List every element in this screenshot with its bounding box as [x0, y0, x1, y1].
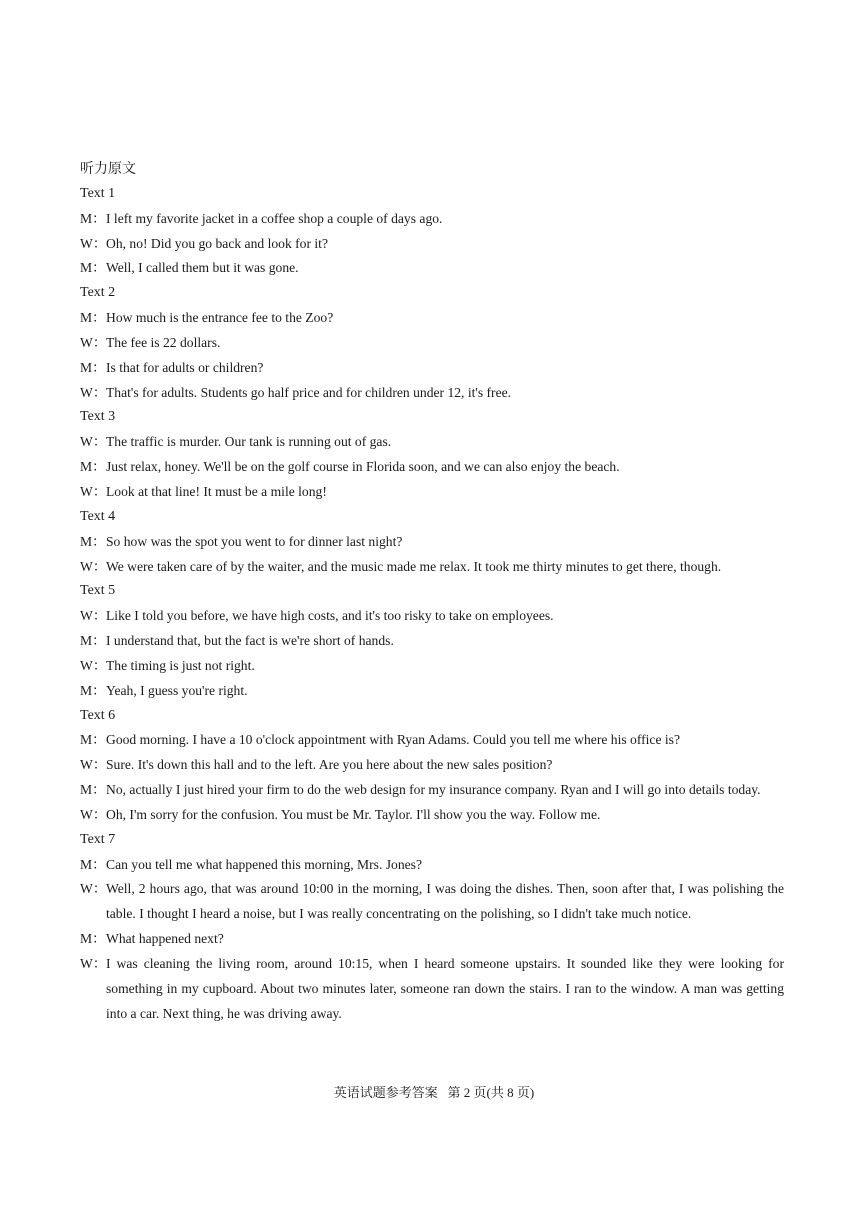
speaker-tag: W：: [80, 434, 107, 450]
speaker-tag: M：: [80, 260, 106, 276]
dialogue-line: [80, 728, 784, 753]
utterance-text: Oh, no! Did you go back and look for it?: [106, 235, 328, 251]
dialogue-line: [80, 927, 784, 952]
utterance-text: Yeah, I guess you're right.: [106, 682, 248, 698]
dialogue-line: [80, 853, 784, 878]
speaker-tag: M：: [80, 931, 106, 947]
footer-doc-title: 英语试题参考答案: [333, 1085, 438, 1100]
dialogue-sections: [80, 182, 784, 1027]
dialogue-line: [80, 778, 784, 803]
dialogue-line: [80, 753, 784, 778]
footer-page-number: 第 2 页(共 8 页): [447, 1085, 535, 1100]
utterance-text: Like I told you before, we have high costs, and it's too risky to take on employees.: [106, 608, 554, 624]
transcript: [80, 157, 784, 1027]
speaker-tag: W：: [80, 235, 107, 251]
dialogue-line: [80, 530, 784, 555]
speaker-tag: W：: [80, 806, 107, 822]
text-label: Text 2: [80, 285, 116, 301]
utterance-text: The traffic is murder. Our tank is running out of gas.: [106, 434, 392, 450]
text-label: Text 7: [80, 831, 116, 847]
speaker-tag: M：: [80, 782, 106, 798]
utterance-text: Can you tell me what happened this morning, Mrs. Jones?: [106, 856, 423, 872]
utterance-text: Good morning. I have a 10 o'clock appointment with Ryan Adams. Could you tell me where his office is?: [106, 732, 680, 748]
utterance-text: Just relax, honey. We'll be on the golf course in Florida soon, and we can also enjoy the beach.: [106, 459, 620, 475]
utterance-text: Well, I called them but it was gone.: [106, 260, 299, 276]
utterance-text: The timing is just not right.: [106, 657, 255, 673]
dialogue-line: [80, 654, 784, 679]
utterance-text: Oh, I'm sorry for the confusion. You must be Mr. Taylor. I'll show you the way. Follow me.: [106, 806, 601, 822]
speaker-tag: M：: [80, 459, 106, 475]
dialogue-line: [80, 455, 784, 480]
dialogue-line: [80, 356, 784, 381]
utterance-text: We were taken care of by the waiter, and the music made me relax. It took me thirty minutes to get there, though.: [106, 558, 722, 574]
text-label: Text 4: [80, 508, 116, 524]
speaker-tag: M：: [80, 856, 106, 872]
speaker-tag: W：: [80, 558, 107, 574]
utterance-text: I understand that, but the fact is we're short of hands.: [106, 633, 394, 649]
dialogue-line: [80, 555, 784, 580]
speaker-tag: W：: [80, 657, 107, 673]
speaker-tag: W：: [80, 608, 107, 624]
utterance-text: I left my favorite jacket in a coffee shop a couple of days ago.: [106, 210, 443, 226]
dialogue-line: [80, 306, 784, 331]
speaker-tag: W：: [80, 881, 107, 897]
utterance-text: So how was the spot you went to for dinner last night?: [106, 533, 403, 549]
speaker-tag: W：: [80, 956, 107, 971]
dialogue-line: [80, 803, 784, 828]
utterance-text: Look at that line! It must be a mile long!: [106, 483, 327, 499]
dialogue-line: [80, 430, 784, 455]
page-heading: 听力原文: [80, 161, 136, 177]
dialogue-line: [80, 877, 784, 927]
speaker-tag: M：: [80, 633, 106, 649]
speaker-tag: M：: [80, 359, 106, 375]
dialogue-line: [80, 232, 784, 257]
utterance-text: I was cleaning the living room, around 10:15, when I heard someone upstairs. It sounded like they were looking for something in my cupboard. About two minutes later, someone ran down the stairs. I ran to the window. A man was getting into a car. Next thing, he was driving away.: [106, 956, 784, 1021]
utterance-text: Well, 2 hours ago, that was around 10:00 in the morning, I was doing the dishes. Then, soon after that, I was polishing the table. I thought I heard a noise, but I was really concentrating on the polishing, so I didn't take much notice.: [106, 881, 784, 922]
dialogue-line: [80, 604, 784, 629]
text-label: Text 5: [80, 583, 116, 599]
page-footer: [0, 1082, 868, 1101]
speaker-tag: W：: [80, 334, 107, 350]
dialogue-line: [80, 331, 784, 356]
speaker-tag: W：: [80, 483, 107, 499]
utterance-text: No, actually I just hired your firm to do the web design for my insurance company. Ryan and I will go into details today.: [106, 782, 761, 798]
text-label: Text 3: [80, 409, 116, 425]
dialogue-line: [80, 629, 784, 654]
utterance-text: The fee is 22 dollars.: [106, 334, 221, 350]
utterance-text: How much is the entrance fee to the Zoo?: [106, 310, 334, 326]
speaker-tag: M：: [80, 210, 106, 226]
utterance-text: Sure. It's down this hall and to the left. Are you here about the new sales position?: [106, 757, 553, 773]
utterance-text: That's for adults. Students go half price and for children under 12, it's free.: [106, 384, 512, 400]
speaker-tag: M：: [80, 533, 106, 549]
dialogue-line: [80, 679, 784, 704]
speaker-tag: W：: [80, 384, 107, 400]
speaker-tag: W：: [80, 757, 107, 773]
text-label: Text 6: [80, 707, 116, 723]
utterance-text: Is that for adults or children?: [106, 359, 264, 375]
dialogue-line: [80, 381, 784, 406]
speaker-tag: M：: [80, 732, 106, 748]
dialogue-line: [80, 207, 784, 232]
dialogue-line: [80, 480, 784, 505]
utterance-text: What happened next?: [106, 931, 224, 947]
speaker-tag: M：: [80, 310, 106, 326]
dialogue-line: [80, 256, 784, 281]
text-label: Text 1: [80, 185, 116, 201]
speaker-tag: M：: [80, 682, 106, 698]
dialogue-line: [80, 952, 784, 1027]
